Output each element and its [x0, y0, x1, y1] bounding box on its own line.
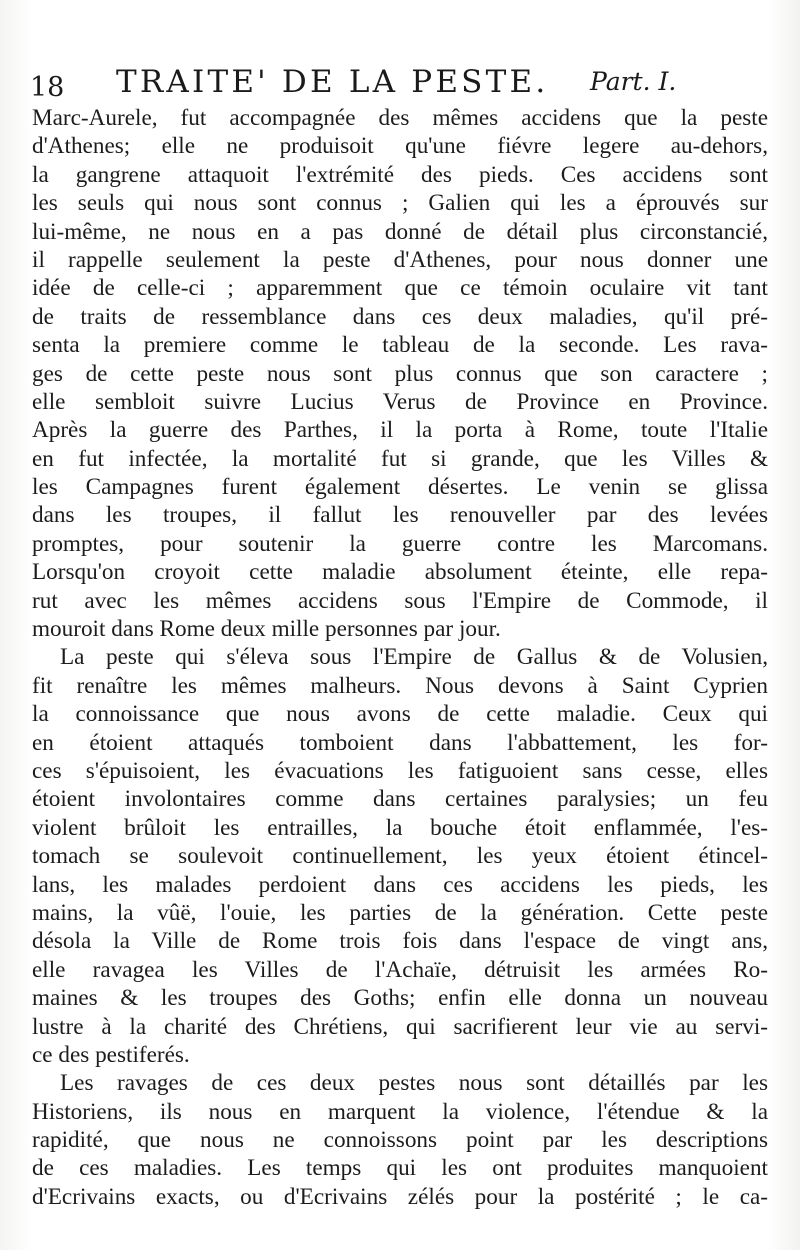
text-line: d'Ecrivains exacts, ou d'Ecrivains zélés pour la postérité ; le ca- — [32, 1183, 768, 1210]
text-line: lui-même, ne nous en a pas donné de détail plus circonstancié, — [32, 218, 768, 245]
text-line: rapidité, que nous ne connoissons point par les descriptions — [32, 1127, 768, 1154]
text-line: ges de cette peste nous sont plus connus que son caractere ; — [32, 360, 768, 387]
text-line: La peste qui s'éleva sous l'Empire de Gallus & de Volusien, — [60, 644, 768, 671]
text-line: dans les troupes, il fallut les renouveller par des levées — [32, 502, 768, 529]
text-line: ces s'épuisoient, les évacuations les fatiguoient sans cesse, elles — [32, 757, 768, 784]
text-line: en étoient attaqués tomboient dans l'abbattement, les for- — [32, 729, 768, 756]
text-line: Après la guerre des Parthes, il la porta à Rome, toute l'Italie — [32, 417, 768, 444]
part-label: Part. I. — [590, 67, 677, 96]
text-line: promptes, pour soutenir la guerre contre les Marcomans. — [32, 530, 768, 557]
text-line: senta la premiere comme le tableau de la seconde. Les rava- — [32, 332, 768, 359]
paragraph — [32, 643, 768, 1069]
text-line: ce des pestiferés. — [32, 1041, 190, 1068]
text-line: la connoissance que nous avons de cette maladie. Ceux qui — [32, 701, 768, 728]
text-line: maines & les troupes des Goths; enfin elle donna un nouveau — [32, 985, 768, 1012]
text-line: de traits de ressemblance dans ces deux maladies, qu'il pré- — [32, 303, 768, 330]
running-title: TRAITE' DE LA PESTE. — [116, 64, 549, 100]
text-line: tomach se soulevoit continuellement, les yeux étoient étincel- — [32, 843, 768, 870]
paragraph — [32, 104, 768, 643]
page-header — [30, 64, 770, 108]
text-line: les seuls qui nous sont connus ; Galien qui les a éprouvés sur — [32, 190, 768, 217]
text-line: elle sembloit suivre Lucius Verus de Province en Province. — [32, 388, 768, 415]
page-number: 18 — [30, 72, 65, 103]
text-line: Les ravages de ces deux pestes nous sont détaillés par les — [60, 1070, 768, 1097]
text-line: violent brûloit les entrailles, la bouche étoit enflammée, l'es- — [32, 814, 768, 841]
text-line: étoient involontaires comme dans certaines paralysies; un feu — [32, 786, 768, 813]
text-line: rut avec les mêmes accidens sous l'Empire de Commode, il — [32, 587, 768, 614]
text-line: mouroit dans Rome deux mille personnes par jour. — [32, 616, 501, 643]
text-line: fit renaître les mêmes malheurs. Nous devons à Saint Cyprien — [32, 672, 768, 699]
text-line: la gangrene attaquoit l'extrémité des pieds. Ces accidens sont — [32, 161, 768, 188]
text-line: les Campagnes furent également désertes. Le venin se glissa — [32, 474, 768, 501]
text-line: Lorsqu'on croyoit cette maladie absolument éteinte, elle repa- — [32, 559, 768, 586]
text-line: Marc-Aurele, fut accompagnée des mêmes accidens que la peste — [32, 105, 768, 131]
text-line: lustre à la charité des Chrétiens, qui sacrifierent leur vie au servi- — [32, 1013, 768, 1040]
paragraph — [32, 1069, 768, 1211]
text-line: il rappelle seulement la peste d'Athenes, pour nous donner une — [32, 246, 768, 273]
text-line: elle ravagea les Villes de l'Achaïe, détruisit les armées Ro- — [32, 956, 768, 983]
text-line: désola la Ville de Rome trois fois dans l'espace de vingt ans, — [32, 928, 768, 955]
text-line: lans, les malades perdoient dans ces accidens les pieds, les — [32, 871, 768, 898]
body-text — [32, 104, 768, 1211]
text-line: mains, la vûë, l'ouie, les parties de la génération. Cette peste — [32, 899, 768, 926]
text-line: idée de celle-ci ; apparemment que ce témoin oculaire vit tant — [32, 275, 768, 302]
text-line: Historiens, ils nous en marquent la violence, l'étendue & la — [32, 1098, 768, 1125]
text-line: d'Athenes; elle ne produisoit qu'une fiévre legere au-dehors, — [32, 133, 768, 160]
text-line: de ces maladies. Les temps qui les ont produites manquoient — [32, 1155, 768, 1182]
text-line: en fut infectée, la mortalité fut si grande, que les Villes & — [32, 445, 768, 472]
